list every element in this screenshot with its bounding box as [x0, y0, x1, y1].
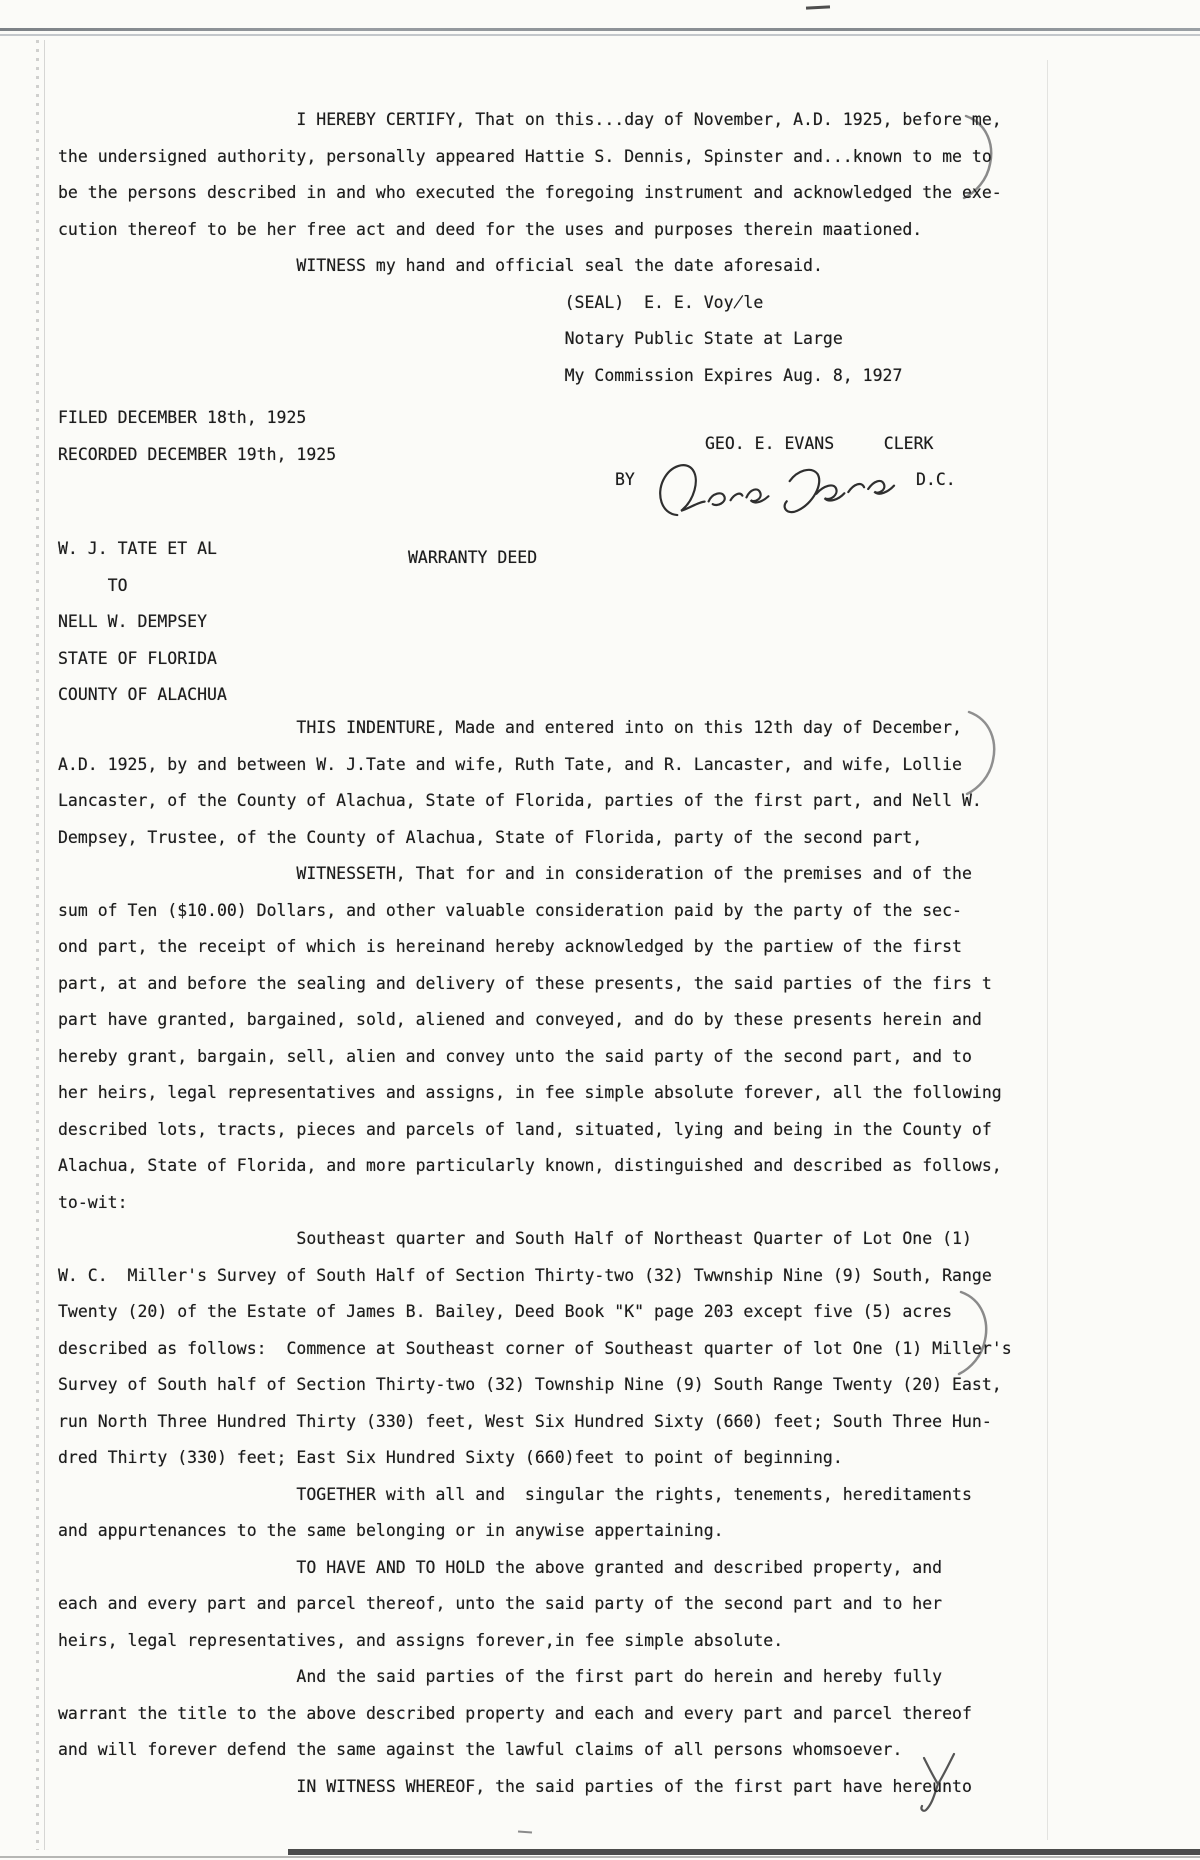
scan-bottom-edge — [0, 1856, 1200, 1858]
deputy-clerk-label: D.C. — [916, 470, 956, 489]
text-line: described lots, tracts, pieces and parcels of land, situated, lying and being in the County of — [58, 1119, 992, 1139]
text-line: TO HAVE AND TO HOLD the above granted and described property, and — [58, 1557, 943, 1577]
text-line: her heirs, legal representatives and assigns, in fee simple absolute forever, all the following — [58, 1083, 1002, 1102]
text-line: And the said parties of the first part do herein and hereby fully — [58, 1667, 943, 1686]
text-line: My Commission Expires Aug. 8, 1927 — [58, 365, 903, 385]
text-line: Survey of South half of Section Thirty-two (32) Township Nine (9) South Range Twenty (20) East, — [58, 1375, 1002, 1394]
case-caption — [58, 531, 227, 714]
scan-right-edge-line — [1047, 60, 1048, 1840]
text-line: RECORDED DECEMBER 19th, 1925 — [58, 444, 337, 464]
clerk-by-label: BY — [615, 470, 635, 489]
scan-bottom-band — [288, 1849, 1200, 1855]
scan-top-rule-dark — [0, 28, 1200, 31]
text-line: Southeast quarter and South Half of Northeast Quarter of Lot One (1) — [58, 1229, 972, 1248]
text-line: I HEREBY CERTIFY, That on this...day of November, A.D. 1925, before me, — [58, 110, 1002, 129]
text-line: WITNESSETH, That for and in consideration of the premises and of the — [58, 864, 972, 883]
text-line: part have granted, bargained, sold, aliened and conveyed, and do by these presents herein and — [58, 1010, 982, 1029]
text-line: COUNTY OF ALACHUA — [58, 685, 227, 704]
text-line: the undersigned authority, personally appeared Hattie S. Dennis, Spinster and...known to me to — [58, 146, 992, 166]
text-line: (SEAL) E. E. Voy̸le — [58, 292, 764, 312]
text-line: dred Thirty (330) feet; East Six Hundred Sixty (660)feet to point of beginning. — [58, 1448, 843, 1467]
filing-block — [58, 400, 336, 473]
text-line: ond part, the receipt of which is hereinand hereby acknowledged by the partiew of the first — [58, 937, 962, 956]
text-line: THIS INDENTURE, Made and entered into on this 12th day of December, — [58, 718, 962, 737]
text-line: and will forever defend the same against the lawful claims of all persons whomsoever. — [58, 1740, 903, 1759]
text-line: and appurtenances to the same belonging or in anywise appertaining. — [58, 1521, 724, 1540]
scan-top-rule-light — [0, 34, 1200, 36]
text-line: Alachua, State of Florida, and more particularly known, distinguished and described as follows, — [58, 1156, 1002, 1175]
text-line: warrant the title to the above described property and each and every part and parcel thereof — [58, 1703, 972, 1723]
text-line: heirs, legal representatives, and assigns forever,in fee simple absolute. — [58, 1630, 784, 1650]
scan-top-dash-mark — [806, 5, 830, 9]
text-line: be the persons described in and who executed the foregoing instrument and acknowledged the exe- — [58, 183, 1002, 202]
text-line: part, at and before the sealing and delivery of these presents, the said parties of the firs t — [58, 973, 992, 993]
text-line: A.D. 1925, by and between W. J.Tate and wife, Ruth Tate, and R. Lancaster, and wife, Lollie — [58, 754, 962, 774]
text-line: WITNESS my hand and official seal the date aforesaid. — [58, 256, 823, 275]
notary-certification — [58, 102, 1002, 394]
text-line: Twenty (20) of the Estate of James B. Bailey, Deed Book "K" page 203 except five (5) acres — [58, 1302, 953, 1321]
scan-left-edge-dots — [36, 40, 39, 1850]
text-line: cution thereof to be her free act and deed for the uses and purposes therein maationed. — [58, 219, 923, 239]
deed-body — [58, 710, 1012, 1805]
scan-bottom-dash-mark — [518, 1831, 532, 1834]
text-line: Notary Public State at Large — [58, 329, 843, 348]
text-line: Dempsey, Trustee, of the County of Alachua, State of Florida, party of the second part, — [58, 827, 923, 847]
text-line: W. J. TATE ET AL — [58, 539, 217, 558]
text-line: described as follows: Commence at Southeast corner of Southeast quarter of lot One (1) Miller's — [58, 1338, 1012, 1358]
text-line: hereby grant, bargain, sell, alien and convey unto the said party of the second part, and to — [58, 1046, 972, 1066]
text-line: each and every part and parcel thereof, unto the said party of the second part and to her — [58, 1594, 943, 1613]
text-line: TO — [58, 575, 128, 595]
text-line: Lancaster, of the County of Alachua, State of Florida, parties of the first part, and Nell W. — [58, 791, 982, 810]
text-line: run North Three Hundred Thirty (330) feet, West Six Hundred Sixty (660) feet; South Three Hun- — [58, 1411, 992, 1431]
doris-jones-signature — [648, 448, 898, 528]
text-line: FILED DECEMBER 18th, 1925 — [58, 408, 307, 427]
text-line: NELL W. DEMPSEY — [58, 612, 208, 631]
text-line: TOGETHER with all and singular the rights, tenements, hereditaments — [58, 1484, 972, 1504]
clerk-name-line: GEO. E. EVANS CLERK — [705, 434, 934, 453]
text-line: W. C. Miller's Survey of South Half of Section Thirty-two (32) Twwnship Nine (9) South, Range — [58, 1265, 992, 1285]
text-line: sum of Ten ($10.00) Dollars, and other valuable consideration paid by the party of the sec- — [58, 900, 962, 920]
document-title: WARRANTY DEED — [408, 548, 538, 567]
text-line: IN WITNESS WHEREOF, the said parties of the first part have hereunto — [58, 1776, 972, 1796]
text-line: to-wit: — [58, 1192, 128, 1212]
text-line: STATE OF FLORIDA — [58, 648, 217, 668]
scan-left-edge-line — [44, 40, 45, 1850]
